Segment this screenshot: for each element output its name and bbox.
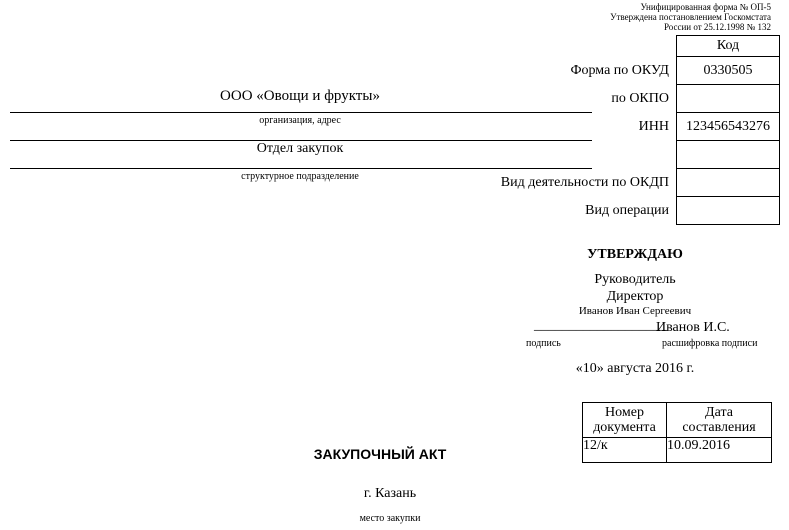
approve-title: УТВЕРЖДАЮ — [587, 247, 683, 262]
department-caption: структурное подразделение — [241, 171, 359, 182]
approve-position: Директор — [606, 289, 664, 304]
okdp-label: Вид деятельности по ОКДП — [500, 175, 669, 190]
approve-fullname: Иванов Иван Сергеевич — [578, 305, 692, 317]
form-header-line2: Утверждена постановлением Госкомстата — [610, 12, 771, 22]
act-place-caption: место закупки — [359, 513, 421, 524]
empty-code-value[interactable] — [677, 141, 780, 169]
inn-label: ИНН — [638, 119, 669, 134]
org-name: ООО «Овощи и фрукты» — [220, 88, 380, 104]
doc-date-header: Дата составления — [667, 403, 772, 438]
operation-value[interactable] — [677, 197, 780, 225]
signature-line: ___________________ — [534, 318, 667, 333]
approve-role: Руководитель — [594, 272, 676, 287]
department-name: Отдел закупок — [256, 141, 344, 156]
signature-decoded: Иванов И.С. — [656, 320, 730, 335]
department-line — [10, 168, 592, 169]
doc-number-header: Номер документа — [583, 403, 667, 438]
org-name-line — [10, 112, 592, 113]
doc-number-value[interactable]: 12/к — [583, 438, 667, 463]
signature-caption: подпись — [526, 338, 561, 349]
approve-date: «10» августа 2016 г. — [575, 361, 695, 376]
inn-value[interactable]: 123456543276 — [677, 113, 780, 141]
doc-date-value[interactable]: 10.09.2016 — [667, 438, 772, 463]
org-name-caption: организация, адрес — [259, 115, 341, 126]
act-place: г. Казань — [363, 486, 417, 501]
codes-table — [676, 35, 780, 225]
doc-table — [582, 402, 772, 463]
form-header-line3: России от 25.12.1998 № 132 — [663, 22, 771, 32]
okud-value[interactable]: 0330505 — [677, 57, 780, 85]
decoded-caption: расшифровка подписи — [662, 338, 758, 349]
codes-head-cell: Код — [677, 36, 780, 57]
form-header-line1: Унифицированная форма № ОП-5 — [640, 2, 771, 12]
operation-label: Вид операции — [585, 203, 669, 218]
act-title: ЗАКУПОЧНЫЙ АКТ — [313, 446, 447, 462]
okpo-label: по ОКПО — [611, 91, 669, 106]
okdp-value[interactable] — [677, 169, 780, 197]
okud-label: Форма по ОКУД — [570, 63, 669, 78]
okpo-value[interactable] — [677, 85, 780, 113]
form-header — [610, 2, 771, 32]
